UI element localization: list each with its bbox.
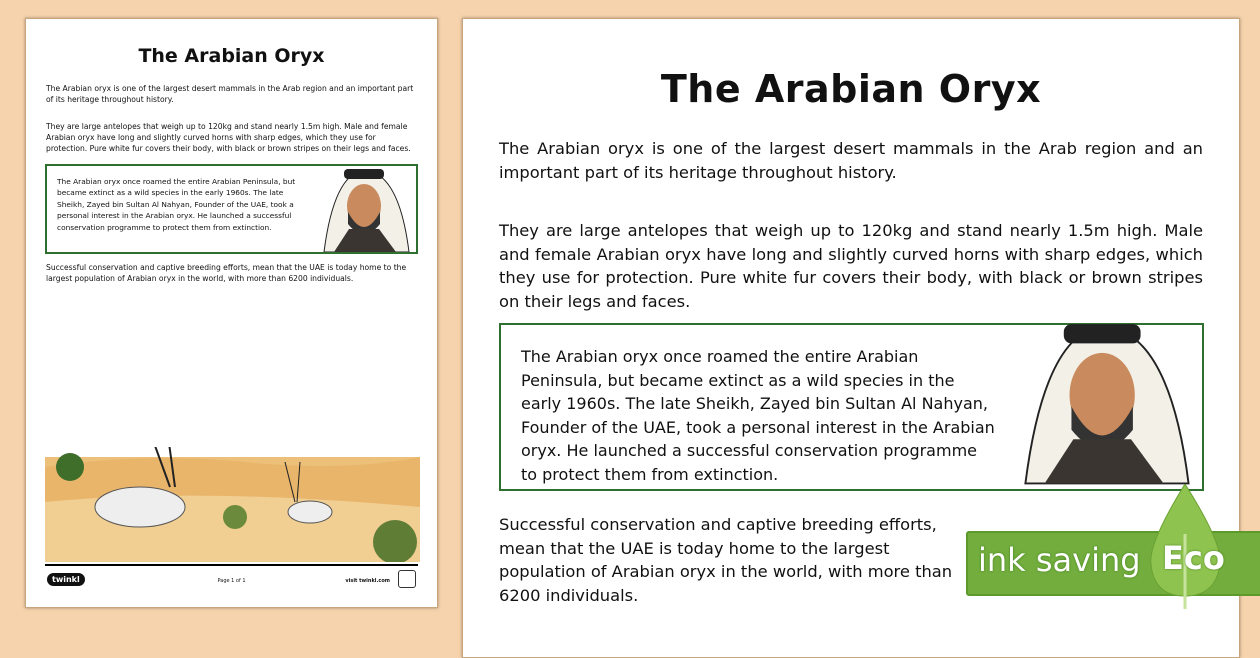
info-box-large	[499, 323, 1204, 491]
twinkl-logo: twinkl	[47, 573, 85, 586]
page-footer	[45, 564, 418, 594]
info-box-text: The Arabian oryx once roamed the entire Arabian Peninsula, but became extinct as a wild species in the early 1960s. The late Sheikh, Zayed bin Sultan Al Nahyan, Founder of the UAE, took a personal interest in the Arabian oryx. He launched a successful conservation programme to protect them from extinction.	[57, 177, 296, 232]
thumbnail-page[interactable]	[25, 18, 438, 608]
info-box-text-large: The Arabian oryx once roamed the entire Arabian Peninsula, but became extinct as a wild species in the early 1960s. The late Sheikh, Zayed bin Sultan Al Nahyan, Founder of the UAE, took a personal interest in the Arabian oryx. He launched a successful conservation programme to protect them from extinction.	[521, 347, 995, 484]
ink-saving-label: ink saving	[978, 541, 1141, 579]
paragraph-conservation-large: Successful conservation and captive breeding efforts, mean that the UAE is today home to the largest population of Arabian oryx in the world, with more than 6200 individuals.	[499, 515, 953, 605]
eco-label: Eco	[1162, 539, 1225, 577]
oryx-desert-illustration	[45, 447, 420, 562]
page-title-large: The Arabian Oryx	[660, 67, 1042, 111]
visit-link: visit twinkl.com	[345, 578, 390, 584]
sheikh-portrait-image	[987, 309, 1202, 489]
paragraph-description: They are large antelopes that weigh up to 120kg and stand nearly 1.5m high. Male and female Arabian oryx have long and slightly curved horns with sharp edges, which they use for protection. Pure white fur covers their body, with black or brown stripes on their legs and faces.	[46, 122, 411, 153]
info-box	[45, 164, 418, 254]
sheikh-portrait-image	[304, 164, 416, 252]
paragraph-conservation: Successful conservation and captive breeding efforts, mean that the UAE is today home to the largest population of Arabian oryx in the world, with more than 6200 individuals.	[46, 263, 407, 283]
page-number: Page 1 of 1	[217, 578, 246, 584]
paragraph-description-large: They are large antelopes that weigh up to 120kg and stand nearly 1.5m high. Male and female Arabian oryx have long and slightly curved horns with sharp edges, which they use for protection. Pure white fur covers their body, with black or brown stripes on their legs and faces.	[499, 221, 1203, 311]
page-title: The Arabian Oryx	[138, 45, 325, 67]
paragraph-intro-large: The Arabian oryx is one of the largest desert mammals in the Arab region and an important part of its heritage throughout history.	[499, 139, 1203, 182]
approved-seal-icon	[398, 570, 416, 588]
paragraph-intro: The Arabian oryx is one of the largest desert mammals in the Arab region and an important part of its heritage throughout history.	[46, 84, 414, 104]
